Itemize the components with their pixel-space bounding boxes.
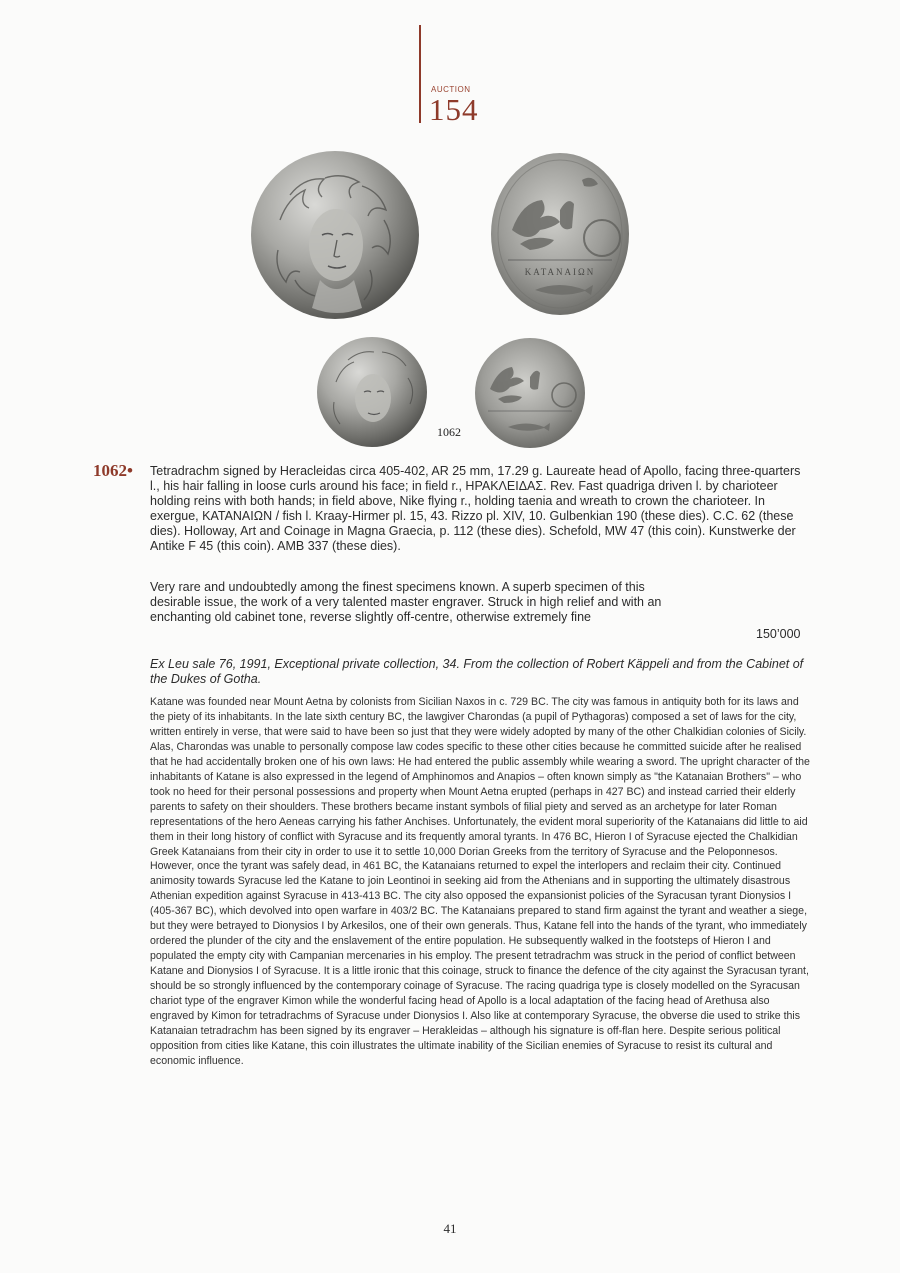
- lot-description: Tetradrachm signed by Heracleidas circa 405-402, AR 25 mm, 17.29 g. Laureate head of Apollo, facing three-quarters l., his hair falling in loose curls around his face; in field r., ΗΡΑΚΛΕΙΔΑΣ. Rev. Fast quadriga driven l. by charioteer holding reins with both hands; in field above, Nike flying r., holding taenia and wreath to crown the charioteer. In exergue, ΚΑΤΑΝΑΙΩΝ / fish l. Kraay-Hirmer pl. 15, 43. Rizzo pl. XIV, 10. Gulbenkian 190 (these dies). C.C. 62 (these dies). Holloway, Art and Coinage in Magna Graecia, p. 112 (these dies). Schefold, MW 47 (this coin). Kunstwerke der Antike F 45 (this coin). AMB 337 (these dies).: [150, 464, 801, 554]
- coin-reverse-large-image: [490, 152, 630, 317]
- auction-number: 154: [429, 92, 479, 127]
- lot-estimate: 150’000: [756, 627, 801, 641]
- coin-reverse-small-image: [474, 337, 586, 449]
- plate-caption: 1062: [437, 425, 461, 439]
- lot-grade: Very rare and undoubtedly among the finest specimens known. A superb specimen of this desirable issue, the work of a very talented master engraver. Struck in high relief and with an enchanting old cabinet tone, reverse slightly off-centre, otherwise extremely fine: [150, 580, 662, 625]
- coin-obverse-large-image: [250, 150, 420, 320]
- lot-number: 1062•: [93, 461, 133, 480]
- lot-essay: Katane was founded near Mount Aetna by colonists from Sicilian Naxos in c. 729 BC. The city was famous in antiquity both for its laws and the piety of its inhabitants. In the late sixth century BC, the lawgiver Charondas (a pupil of Pythagoras) composed a set of laws for the city, written entirely in verse, that were said to have been so just that they were widely adopted by many of the other Chalkidian colonies of Sicily. Alas, Charondas was unable to personally compose law codes specific to these other cities because he committed suicide after he realised that he had accidentally broken one of his own laws: He had entered the public assembly while wearing a sword. The upright character of the inhabitants of Katane is also expressed in the legend of Amphinomos and Anapios – often known simply as "the Katanaian Brothers" – who took no heed for their personal possessions and property when Mount Aetna erupted (perhaps in 427 BC) and instead carried their elderly parents to safety on their shoulders. These brothers became instant symbols of filial piety and served as an archetype for later Roman representations of the hero Aeneas carrying his father Anchises. Unfortunately, the evident moral superiority of the Katanaians did little to aid them in their long history of conflict with Syracuse and its frequently amoral tyrants. In 476 BC, Hieron I of Syracuse ejected the Chalkidian Greek Katanaians from their city in order to use it to settle 10,000 Dorian Greeks from the territory of Syracuse and the Peloponnesos. However, once the tyrant was safely dead, in 461 BC, the Katanaians returned to expel the interlopers and reclaim their city. Continued animosity towards Syracuse led the Katane to join Leontinoi in seeking aid from the Athenians and in supporting the ultimately disastrous Athenian expedition against Syracuse in 413-413 BC. The city also opposed the expansionist policies of the Syracusan tyrant Dionysios I (405-367 BC), which devolved into open warfare in 403/2 BC. The Katanaians prepared to stand firm against the tyrant and weather a siege, but they were betrayed to Dionysios I by Arkesilos, one of their own generals. Thus, Katane fell into the hands of the tyrant, who immediately ordered the plunder of the city and the enslavement of the entire population. He subsequently walked in the footsteps of Hieron I and populated the empty city with Campanian mercenaries in his employ. The present tetradrachm was struck in the period of conflict between Katane and Dionysios I of Syracuse. It is a little ironic that this coinage, struck to finance the defence of the city against the Syracusan tyrant, should be so strongly influenced by the contemporary coinage of Syracuse. The racing quadriga type is closely modelled on the Syracusan chariot type of the engraver Kimon while the wonderful facing head of Apollo is a local adaptation of the facing head of Arethusa also engraved by Kimon for tetradrachms of Syracuse under Dionysios I. Also like at contemporary Syracuse, the obverse die used to strike this Katanaian tetradrachm has been signed by its engraver – Herakleidas – although his signature is off-flan here. Despite serious political opposition from cities like Katane, this coin illustrates the ultimate inability of the Sicilian enemies of Syracuse to resist its cultural and economic influence.: [150, 696, 810, 1067]
- coin-obverse-small-image: [316, 336, 428, 448]
- page-number: 41: [443, 1221, 457, 1236]
- coin-legend-text: ΚΑΤΑΝΑΙΩΝ: [524, 267, 596, 277]
- lot-number-value: 1062: [93, 461, 127, 480]
- auction-label: AUCTION: [431, 85, 471, 94]
- header-rule: [419, 25, 421, 123]
- lot-provenance: Ex Leu sale 76, 1991, Exceptional private collection, 34. From the collection of Robert Käppeli and from the Cabinet of the Dukes of Gotha.: [150, 657, 804, 687]
